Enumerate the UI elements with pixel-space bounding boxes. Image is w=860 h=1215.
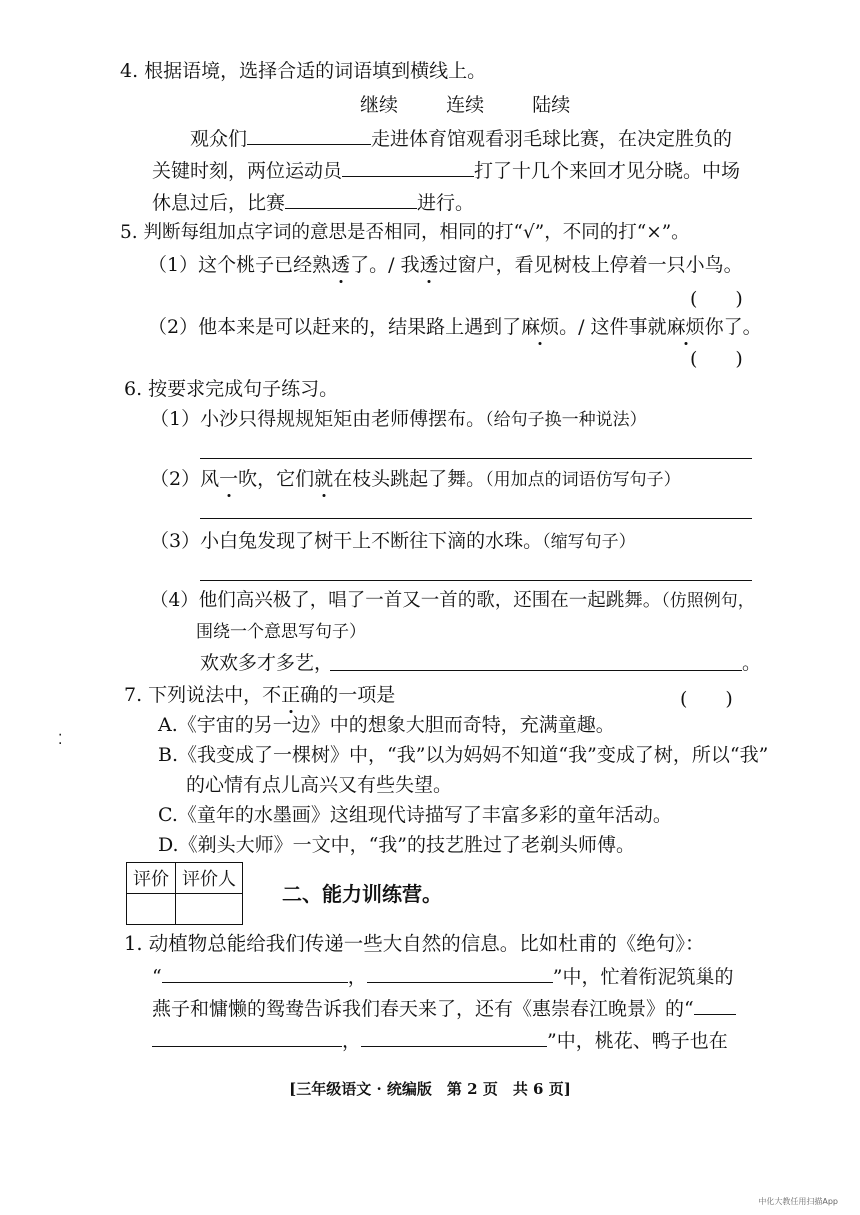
q4-text: 走进体育馆观看羽毛球比赛，在决定胜负的 (371, 128, 733, 150)
q5-item-1 (148, 254, 743, 277)
q6-item-3 (150, 530, 636, 553)
q7-answer-paren[interactable]: ( ) (680, 688, 733, 710)
q5-dotted-word: 麻烦 (521, 316, 560, 338)
s2q1-blank-2[interactable] (367, 964, 553, 983)
eval-cell-evaluator[interactable] (176, 894, 243, 925)
q4-paragraph-line1 (190, 126, 732, 151)
q6-instruction: （用加点的词语仿写句子） (485, 470, 681, 490)
q5-dotted-word: 麻烦 (666, 316, 705, 338)
q6-text: （2）风 (150, 468, 220, 490)
q6-instruction: （缩写句子） (542, 532, 636, 552)
q5-item-2 (148, 316, 762, 339)
q4-paragraph-line3 (152, 190, 474, 215)
s2q1-blank-1[interactable] (162, 964, 348, 983)
q5-text: 。/ 这件事就 (559, 316, 667, 338)
q4-option-2: 连续 (446, 94, 485, 116)
q5-text: 了。/ 我 (350, 254, 420, 276)
app-watermark: 中化大教任用扫描App (758, 1197, 838, 1206)
q7-dotted-word: 不正确 (262, 684, 320, 706)
q4-text: 关键时刻，两位运动员 (152, 160, 343, 182)
eval-cell-score[interactable] (127, 894, 176, 925)
s2q1-line4 (152, 1028, 728, 1053)
q4-text: 打了十几个来回才见分晓。中场 (474, 160, 741, 182)
q6-dotted-word: 就 (314, 468, 334, 490)
q6-item-4 (150, 590, 755, 612)
q7-option-b-line2: 的心情有点儿高兴又有些失望。 (186, 774, 453, 796)
q6-item-2 (150, 468, 681, 491)
q4-paragraph-line2 (152, 158, 740, 183)
q6-item-1 (150, 408, 647, 431)
q7-option-d: D.《剃头大师》一文中，“我”的技艺胜过了老剃头师傅。 (158, 834, 636, 856)
s2q1-line2 (152, 964, 733, 989)
s2q1-blank-3[interactable] (694, 996, 736, 1015)
q7-text: 7. 下列说法中， (124, 684, 263, 706)
evaluation-table (126, 862, 243, 925)
q6-text: （4）他们高兴极了，唱了一首又一首的歌，还围在一起跳舞。 (150, 590, 662, 611)
q5-dotted-word: 透 (331, 254, 351, 276)
s2q1-text: “ (152, 966, 162, 988)
q4-text: 观众们 (190, 128, 248, 150)
s2q1-text: ， (342, 1030, 362, 1052)
q6-title: 6. 按要求完成句子练习。 (124, 378, 339, 400)
q4-options (360, 94, 570, 117)
s2q1-line3 (152, 996, 736, 1021)
q4-text: 休息过后，比赛 (152, 192, 286, 214)
s2q1-line1: 1. 动植物总能给我们传递一些大自然的信息。比如杜甫的《绝句》： (124, 932, 705, 955)
q6-item-4-example: 欢欢多才多艺， (200, 652, 334, 674)
q5-answer-paren-1[interactable]: ( ) (690, 288, 743, 310)
q4-blank-3[interactable] (285, 190, 417, 209)
q7-title (124, 684, 395, 707)
q7-option-b-line1: B.《我变成了一棵树》中，“我”以为妈妈不知道“我”变成了树，所以“我” (158, 744, 769, 766)
s2q1-text: ”中，忙着衔泥筑巢的 (552, 966, 734, 988)
q6-answer-line-3[interactable] (200, 580, 752, 581)
q5-text: 过窗户，看见树枝上停着一只小鸟。 (438, 254, 743, 276)
q6-instruction: （仿照例句， (661, 591, 755, 611)
q6-text: （1）小沙只得规规矩矩由老师傅摆布。 (150, 408, 486, 430)
q6-text: 在枝头跳起了舞。 (333, 468, 486, 490)
q4-option-1: 继续 (360, 94, 399, 116)
q6-answer-line-1[interactable] (200, 458, 752, 459)
q6-text: （3）小白兔发现了树干上不断往下滴的水珠。 (150, 530, 543, 552)
q6-text: 吹，它们 (238, 468, 315, 490)
q6-answer-line-4[interactable] (330, 670, 742, 671)
q5-text: （1）这个桃子已经熟 (148, 254, 332, 276)
s2q1-text: 燕子和慵懒的鸳鸯告诉我们春天来了，还有《惠崇春江晚景》的“ (152, 998, 694, 1020)
q5-title: 5. 判断每组加点字词的意思是否相同，相同的打“√”，不同的打“×”。 (120, 222, 690, 243)
q6-dotted-word: 一 (219, 468, 239, 490)
q4-blank-2[interactable] (342, 158, 474, 177)
q5-dotted-word: 透 (419, 254, 439, 276)
q7-option-a: A.《宇宙的另一边》中的想象大胆而奇特，充满童趣。 (158, 714, 615, 736)
q6-item-4-period: 。 (742, 652, 762, 674)
q4-option-3: 陆续 (532, 94, 571, 116)
q4-blank-1[interactable] (247, 126, 371, 145)
s2q1-text: ”中，桃花、鸭子也在 (547, 1030, 728, 1052)
s2q1-blank-4[interactable] (152, 1028, 342, 1047)
eval-header-evaluator: 评价人 (176, 863, 243, 894)
q6-item-4-note: 围绕一个意思写句子） (196, 622, 366, 642)
eval-header-score: 评价 (127, 863, 176, 894)
q7-option-c: C.《童年的水墨画》这组现代诗描写了丰富多彩的童年活动。 (158, 804, 672, 826)
q6-answer-line-2[interactable] (200, 518, 752, 519)
s2q1-text: ， (347, 966, 367, 988)
s2q1-blank-5[interactable] (361, 1028, 547, 1047)
scan-mark: ⁚ (58, 732, 63, 748)
q4-title: 4. 根据语境，选择合适的词语填到横线上。 (120, 60, 487, 82)
section-2-title: 二、能力训练营。 (282, 882, 442, 906)
q5-text: （2）他本来是可以赶来的，结果路上遇到了 (148, 316, 522, 338)
q5-text: 你了。 (704, 316, 762, 338)
page-footer: [三年级语文 · 统编版 第 2 页 共 6 页] (289, 1080, 571, 1098)
q5-answer-paren-2[interactable]: ( ) (690, 348, 743, 370)
q7-text: 的一项是 (319, 684, 396, 706)
q6-instruction: （给句子换一种说法） (485, 410, 647, 430)
q4-text: 进行。 (417, 192, 475, 214)
